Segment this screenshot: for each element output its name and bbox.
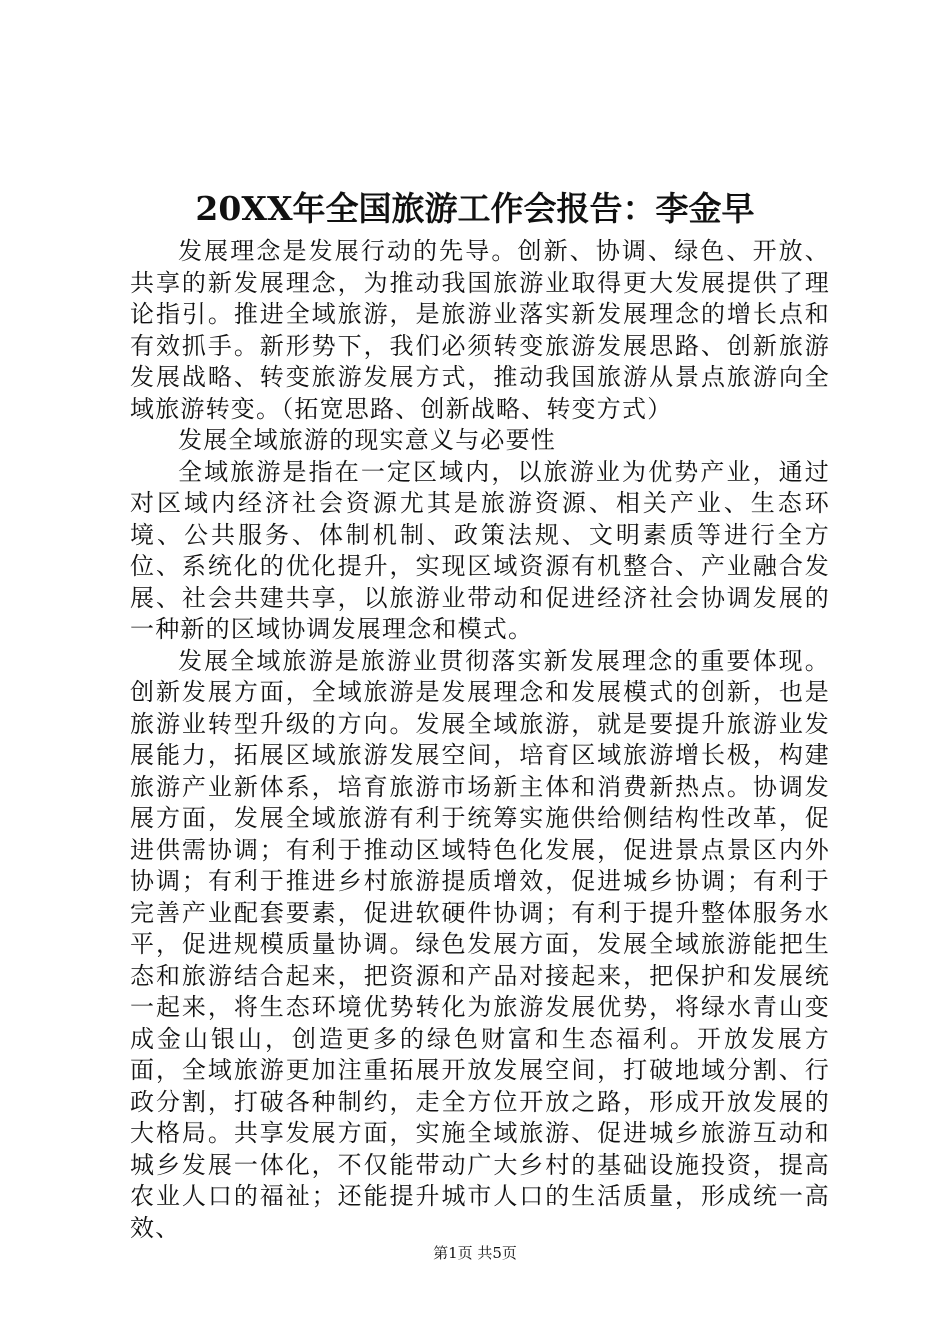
paragraph-significance: 发展全域旅游是旅游业贯彻落实新发展理念的重要体现。创新发展方面，全域旅游是发展理念和发展模式的创新，也是旅游业转型升级的方向。发展全域旅游，就是要提升旅游业发展能力，拓展区域旅游发展空间，培育区域旅游增长极，构建旅游产业新体系，培育旅游市场新主体和消费新热点。协调发展方面，发展全域旅游有利于统筹实施供给侧结构性改革，促进供需协调；有利于推动区域特色化发展，促进景点景区内外协调；有利于推进乡村旅游提质增效，促进城乡协调；有利于完善产业配套要素，促进软硬件协调；有利于提升整体服务水平，促进规模质量协调。绿色发展方面，发展全域旅游能把生态和旅游结合起来，把资源和产品对接起来，把保护和发展统一起来，将生态环境优势转化为旅游发展优势，将绿水青山变成金山银山，创造更多的绿色财富和生态福利。开放发展方面，全域旅游更加注重拓展开放发展空间，打破地域分割、行政分割，打破各种制约，走全方位开放之路，形成开放发展的大格局。共享发展方面，实施全域旅游、促进城乡旅游互动和城乡发展一体化，不仅能带动广大乡村的基础设施投资，提高农业人口的福祉；还能提升城市人口的生活质量，形成统一高效、 [130, 646, 830, 1242]
section-heading: 发展全域旅游的现实意义与必要性 [178, 426, 556, 454]
document-title: 20XX年全国旅游工作会报告：李金早 [195, 189, 755, 228]
paragraph-intro: 发展理念是发展行动的先导。创新、协调、绿色、开放、共享的新发展理念，为推动我国旅游业取得更大发展提供了理论指引。推进全域旅游，是旅游业落实新发展理念的增长点和有效抓手。新形势下，我们必须转变旅游发展思路、创新旅游发展战略、转变旅游发展方式，推动我国旅游从景点旅游向全域旅游转变。（拓宽思路、创新战略、转变方式） [130, 237, 830, 423]
document-body [130, 236, 830, 1244]
page-footer: 第1页 共5页 [433, 1244, 517, 1262]
paragraph-definition: 全域旅游是指在一定区域内，以旅游业为优势产业，通过对区域内经济社会资源尤其是旅游资源、相关产业、生态环境、公共服务、体制机制、政策法规、文明素质等进行全方位、系统化的优化提升，实现区域资源有机整合、产业融合发展、社会共建共享，以旅游业带动和促进经济社会协调发展的一种新的区域协调发展理念和模式。 [130, 457, 830, 643]
